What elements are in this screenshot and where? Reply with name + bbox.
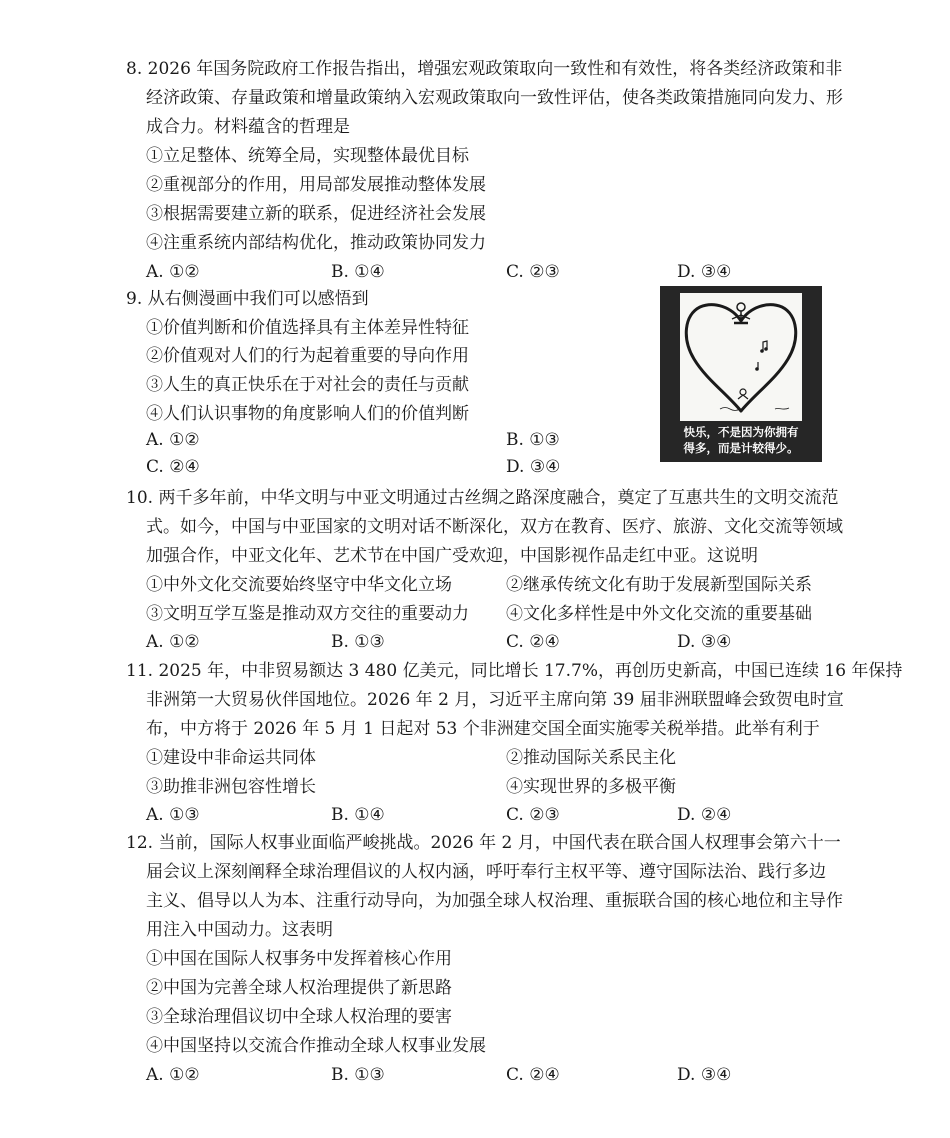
comic-caption: [664, 424, 818, 456]
q12-stem-line-2: 届会议上深刻阐释全球治理倡议的人权内涵，呼吁奉行主权平等、遵守国际法治、践行多边: [146, 862, 826, 882]
q8-option-1: ①立足整体、统筹全局，实现整体最优目标: [146, 146, 469, 166]
q8-option-3: ③根据需要建立新的联系，促进经济社会发展: [146, 204, 486, 224]
q12-option-2: ②中国为完善全球人权治理提供了新思路: [146, 978, 452, 998]
q9-option-3: ③人生的真正快乐在于对社会的责任与贡献: [146, 375, 469, 395]
q8-stem-line-2: 经济政策、存量政策和增量政策纳入宏观政策取向一致性评估，使各类政策措施同向发力、形: [146, 88, 843, 108]
q12-choice-a: A. ①②: [146, 1065, 200, 1085]
q9-choice-b: B. ①③: [506, 430, 560, 450]
q8-option-4: ④注重系统内部结构优化，推动政策协同发力: [146, 233, 486, 253]
q9-choice-d: D. ③④: [506, 457, 561, 477]
q8-option-2: ②重视部分的作用，用局部发展推动整体发展: [146, 175, 486, 195]
q8-stem-line-1: 8. 2026 年国务院政府工作报告指出，增强宏观政策取向一致性和有效性，将各类经济政策和非: [126, 59, 843, 79]
comic-illustration: [660, 286, 822, 462]
q12-option-4: ④中国坚持以交流合作推动全球人权事业发展: [146, 1036, 486, 1056]
q11-option-1: ①建设中非命运共同体: [146, 748, 316, 768]
q10-stem-line-1: 10. 两千多年前，中华文明与中亚文明通过古丝绸之路深度融合，奠定了互惠共生的文明交流范: [126, 488, 839, 508]
q10-choice-c: C. ②④: [506, 632, 560, 652]
q10-option-3: ③文明互学互鉴是推动双方交往的重要动力: [146, 604, 469, 624]
q12-stem-line-4: 用注入中国动力。这表明: [146, 920, 333, 940]
q11-choice-c: C. ②③: [506, 805, 560, 825]
q9-choice-a: A. ①②: [146, 430, 200, 450]
q8-choice-d: D. ③④: [677, 262, 732, 282]
q12-choice-d: D. ③④: [677, 1065, 732, 1085]
q9-option-2: ②价值观对人们的行为起着重要的导向作用: [146, 346, 469, 366]
q8-choice-c: C. ②③: [506, 262, 560, 282]
q12-choice-b: B. ①③: [331, 1065, 385, 1085]
q12-option-1: ①中国在国际人权事务中发挥着核心作用: [146, 949, 452, 969]
q11-option-4: ④实现世界的多极平衡: [506, 777, 676, 797]
q10-option-1: ①中外文化交流要始终坚守中华文化立场: [146, 575, 452, 595]
q10-stem-line-3: 加强合作，中亚文化年、艺术节在中国广受欢迎，中国影视作品走红中亚。这说明: [146, 546, 758, 566]
heart-swing-drawing: [680, 293, 802, 421]
q12-stem-line-1: 12. 当前，国际人权事业面临严峻挑战。2026 年 2 月，中国代表在联合国人权理事会第六十一: [126, 833, 841, 853]
q10-option-2: ②继承传统文化有助于发展新型国际关系: [506, 575, 812, 595]
q11-stem-line-1: 11. 2025 年，中非贸易额达 3 480 亿美元，同比增长 17.7%，再创历史新高，中国已连续 16 年保持: [126, 661, 903, 681]
q11-stem-line-2: 非洲第一大贸易伙伴国地位。2026 年 2 月，习近平主席向第 39 届非洲联盟峰会致贺电时宣: [146, 690, 844, 710]
q10-stem-line-2: 式。如今，中国与中亚国家的文明对话不断深化，双方在教育、医疗、旅游、文化交流等领域: [146, 517, 843, 537]
q10-option-4: ④文化多样性是中外文化交流的重要基础: [506, 604, 812, 624]
q12-choice-c: C. ②④: [506, 1065, 560, 1085]
q11-choice-a: A. ①③: [146, 805, 200, 825]
comic-caption-line-1: 快乐，不是因为你拥有: [683, 425, 799, 439]
q8-choice-a: A. ①②: [146, 262, 200, 282]
q11-option-3: ③助推非洲包容性增长: [146, 777, 316, 797]
q11-choice-d: D. ②④: [677, 805, 732, 825]
q9-stem-line-1: 9. 从右侧漫画中我们可以感悟到: [126, 289, 369, 309]
q8-choice-b: B. ①④: [331, 262, 385, 282]
q9-option-1: ①价值判断和价值选择具有主体差异性特征: [146, 318, 469, 338]
comic-panel: [680, 293, 802, 421]
q12-option-3: ③全球治理倡议切中全球人权治理的要害: [146, 1007, 452, 1027]
q8-stem-line-3: 成合力。材料蕴含的哲理是: [146, 117, 350, 137]
q12-stem-line-3: 主义、倡导以人为本、注重行动导向，为加强全球人权治理、重振联合国的核心地位和主导作: [146, 891, 843, 911]
q9-choice-c: C. ②④: [146, 457, 200, 477]
q10-choice-d: D. ③④: [677, 632, 732, 652]
q11-option-2: ②推动国际关系民主化: [506, 748, 676, 768]
q9-option-4: ④人们认识事物的角度影响人们的价值判断: [146, 404, 469, 424]
q11-choice-b: B. ①④: [331, 805, 385, 825]
q10-choice-b: B. ①③: [331, 632, 385, 652]
q10-choice-a: A. ①②: [146, 632, 200, 652]
comic-caption-line-2: 得多，而是计较得少。: [683, 441, 799, 455]
q11-stem-line-3: 布，中方将于 2026 年 5 月 1 日起对 53 个非洲建交国全面实施零关税举措。此举有利于: [146, 719, 820, 739]
